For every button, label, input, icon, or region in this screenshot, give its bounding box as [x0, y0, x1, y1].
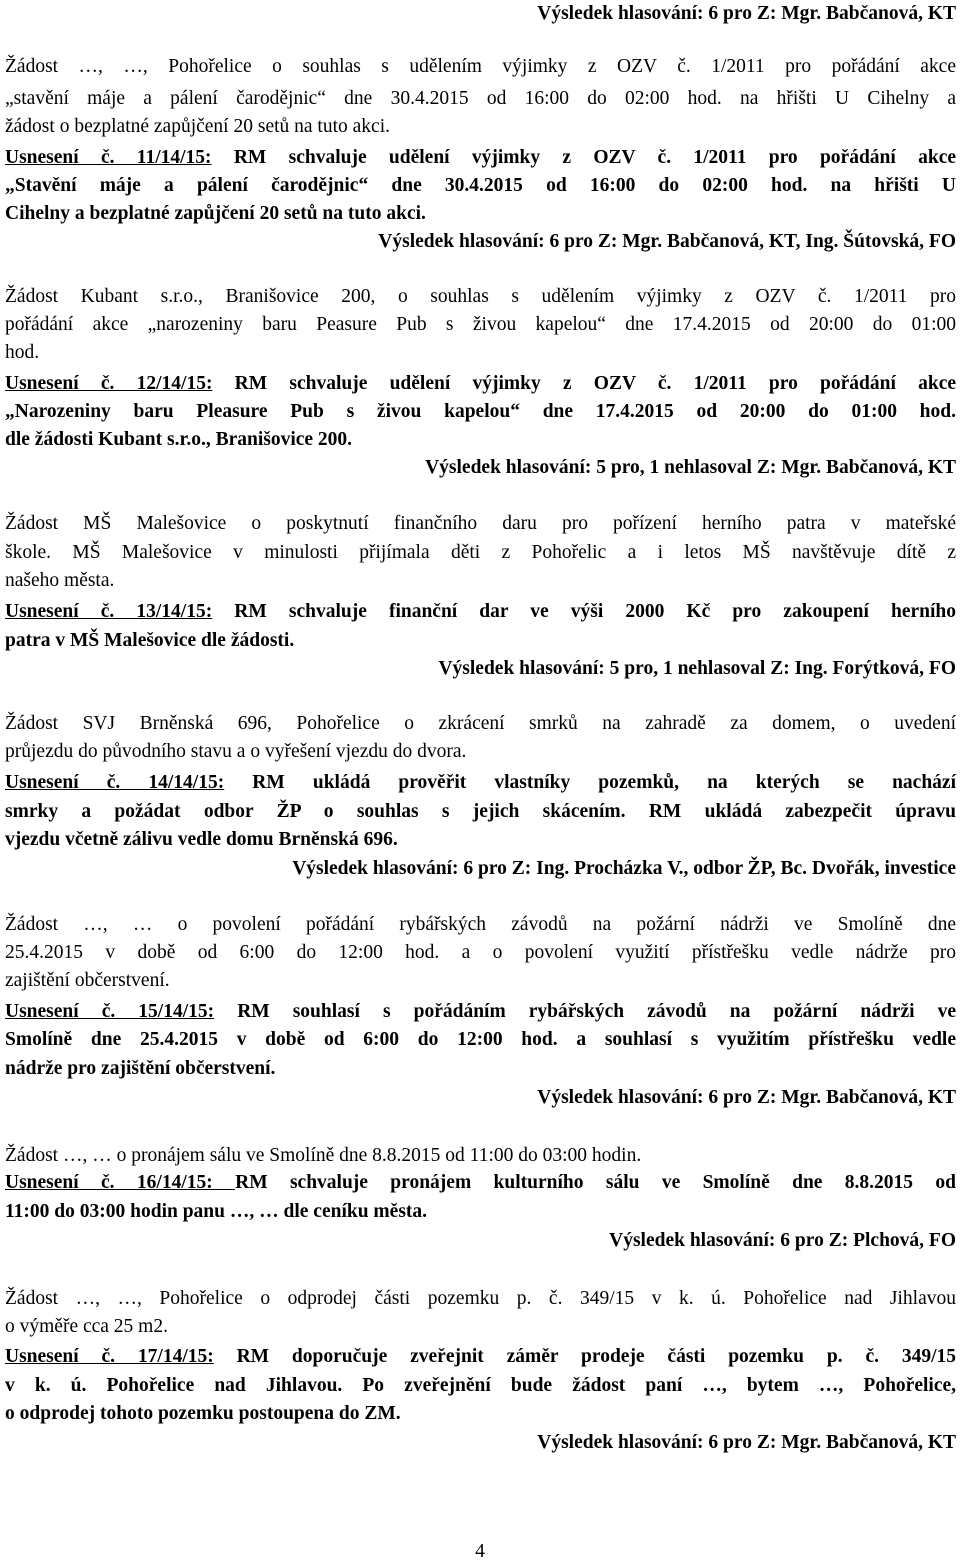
vote-result: Výsledek hlasování: 6 pro Z: Mgr. Babčanová, KT — [537, 1432, 956, 1453]
request-text: škole. MŠ Malešovice v minulosti přijímala děti z Pohořelic a i letos MŠ navštěvuje dítě z — [5, 542, 956, 563]
resolution-text: RM schvaluje finanční dar ve výši 2000 Kč pro zakoupení herního — [234, 601, 957, 622]
resolution-line — [5, 1344, 956, 1370]
vote-result: Výsledek hlasování: 6 pro Z: Mgr. Babčanová, KT — [537, 3, 956, 24]
resolution-text: RM schvaluje udělení výjimky z OZV č. 1/2011 pro pořádání akce — [234, 373, 956, 394]
resolution-line — [5, 770, 956, 796]
resolution-text: Cihelny a bezplatné zapůjčení 20 setů na tuto akci. — [5, 203, 426, 224]
request-text: „stavění máje a pálení čarodějnic“ dne 30.4.2015 od 16:00 do 02:00 hod. na hřišti U Cihelny a — [5, 88, 956, 109]
vote-result: Výsledek hlasování: 6 pro Z: Plchová, FO — [609, 1230, 956, 1251]
resolution-text: smrky a požádat odbor ŽP o souhlas s jejich skácením. RM ukládá zabezpečit úpravu — [5, 801, 956, 822]
request-text: Žádost …, … o pronájem sálu ve Smolíně dne 8.8.2015 od 11:00 do 03:00 hodin. — [5, 1145, 642, 1166]
resolution-label: Usnesení č. 14/14/15: — [5, 772, 225, 793]
resolution-label: Usnesení č. 12/14/15: — [5, 373, 213, 394]
request-text: žádost o bezplatné zapůjčení 20 setů na tuto akci. — [5, 116, 390, 137]
resolution-text: „Narozeniny baru Pleasure Pub s živou kapelou“ dne 17.4.2015 od 20:00 do 01:00 hod. — [5, 401, 956, 422]
resolution-line — [5, 599, 956, 625]
resolution-label: Usnesení č. 16/14/15: — [5, 1172, 236, 1193]
request-text: pořádání akce „narozeniny baru Peasure Pub s živou kapelou“ dne 17.4.2015 od 20:00 do 01:00 — [5, 314, 956, 335]
resolution-line — [5, 999, 956, 1025]
resolution-text: Smolíně dne 25.4.2015 v době od 6:00 do 12:00 hod. a souhlasí s využitím přístřešku vedle — [5, 1029, 956, 1050]
request-text: zajištění občerstvení. — [5, 970, 170, 991]
page-number: 4 — [475, 1541, 485, 1562]
request-text: průjezdu do původního stavu a o vyřešení vjezdu do dvora. — [5, 741, 467, 762]
resolution-text: RM souhlasí s pořádáním rybářských závodů na požární nádrži ve — [237, 1001, 956, 1022]
vote-result: Výsledek hlasování: 6 pro Z: Mgr. Babčanová, KT — [537, 1087, 956, 1108]
request-text: Žádost …, … o povolení pořádání rybářských závodů na požární nádrži ve Smolíně dne — [5, 914, 956, 935]
resolution-text: nádrže pro zajištění občerstvení. — [5, 1058, 276, 1079]
request-text: hod. — [5, 342, 40, 363]
resolution-line — [5, 145, 956, 171]
request-text: Žádost …, …, Pohořelice o odprodej části pozemku p. č. 349/15 v k. ú. Pohořelice nad Jihlavou — [5, 1288, 956, 1309]
request-text: Žádost SVJ Brněnská 696, Pohořelice o zkrácení smrků na zahradě za domem, o uvedení — [5, 713, 956, 734]
resolution-text: vjezdu včetně zálivu vedle domu Brněnská 696. — [5, 829, 398, 850]
resolution-label: Usnesení č. 17/14/15: — [5, 1346, 214, 1367]
vote-result: Výsledek hlasování: 6 pro Z: Mgr. Babčanová, KT, Ing. Šútovská, FO — [378, 231, 956, 252]
vote-result: Výsledek hlasování: 6 pro Z: Ing. Procházka V., odbor ŽP, Bc. Dvořák, investice — [292, 858, 956, 879]
request-text: Žádost …, …, Pohořelice o souhlas s udělením výjimky z OZV č. 1/2011 pro pořádání akce — [5, 56, 956, 77]
resolution-text: RM ukládá prověřit vlastníky pozemků, na kterých se nachází — [252, 772, 956, 793]
resolution-text: RM schvaluje udělení výjimky z OZV č. 1/2011 pro pořádání akce — [233, 147, 956, 168]
request-text: o výměře cca 25 m2. — [5, 1316, 168, 1337]
resolution-text: v k. ú. Pohořelice nad Jihlavou. Po zveřejnění bude žádost paní …, bytem …, Pohořelice, — [5, 1375, 956, 1396]
resolution-label: Usnesení č. 11/14/15: — [5, 147, 212, 168]
resolution-line — [5, 1170, 956, 1196]
resolution-text: o odprodej tohoto pozemku postoupena do ZM. — [5, 1403, 401, 1424]
resolution-text: RM doporučuje zveřejnit záměr prodeje části pozemku p. č. 349/15 — [236, 1346, 956, 1367]
resolution-line — [5, 371, 956, 397]
resolution-text: RM schvaluje pronájem kulturního sálu ve Smolíně dne 8.8.2015 od — [235, 1172, 956, 1193]
request-text: Žádost Kubant s.r.o., Branišovice 200, o souhlas s udělením výjimky z OZV č. 1/2011 pro — [5, 286, 956, 307]
request-text: našeho města. — [5, 570, 115, 591]
vote-result: Výsledek hlasování: 5 pro, 1 nehlasoval Z: Ing. Forýtková, FO — [438, 658, 956, 679]
resolution-label: Usnesení č. 15/14/15: — [5, 1001, 215, 1022]
resolution-label: Usnesení č. 13/14/15: — [5, 601, 213, 622]
resolution-text: dle žádosti Kubant s.r.o., Branišovice 200. — [5, 429, 353, 450]
resolution-text: „Stavění máje a pálení čarodějnic“ dne 30.4.2015 od 16:00 do 02:00 hod. na hřišti U — [5, 175, 956, 196]
resolution-text: patra v MŠ Malešovice dle žádosti. — [5, 630, 295, 651]
request-text: 25.4.2015 v době od 6:00 do 12:00 hod. a o povolení využití přístřešku vedle nádrže pro — [5, 942, 956, 963]
request-text: Žádost MŠ Malešovice o poskytnutí finančního daru pro pořízení herního patra v mateřské — [5, 513, 956, 534]
vote-result: Výsledek hlasování: 5 pro, 1 nehlasoval Z: Mgr. Babčanová, KT — [425, 457, 956, 478]
resolution-text: 11:00 do 03:00 hodin panu …, … dle ceníku města. — [5, 1201, 428, 1222]
